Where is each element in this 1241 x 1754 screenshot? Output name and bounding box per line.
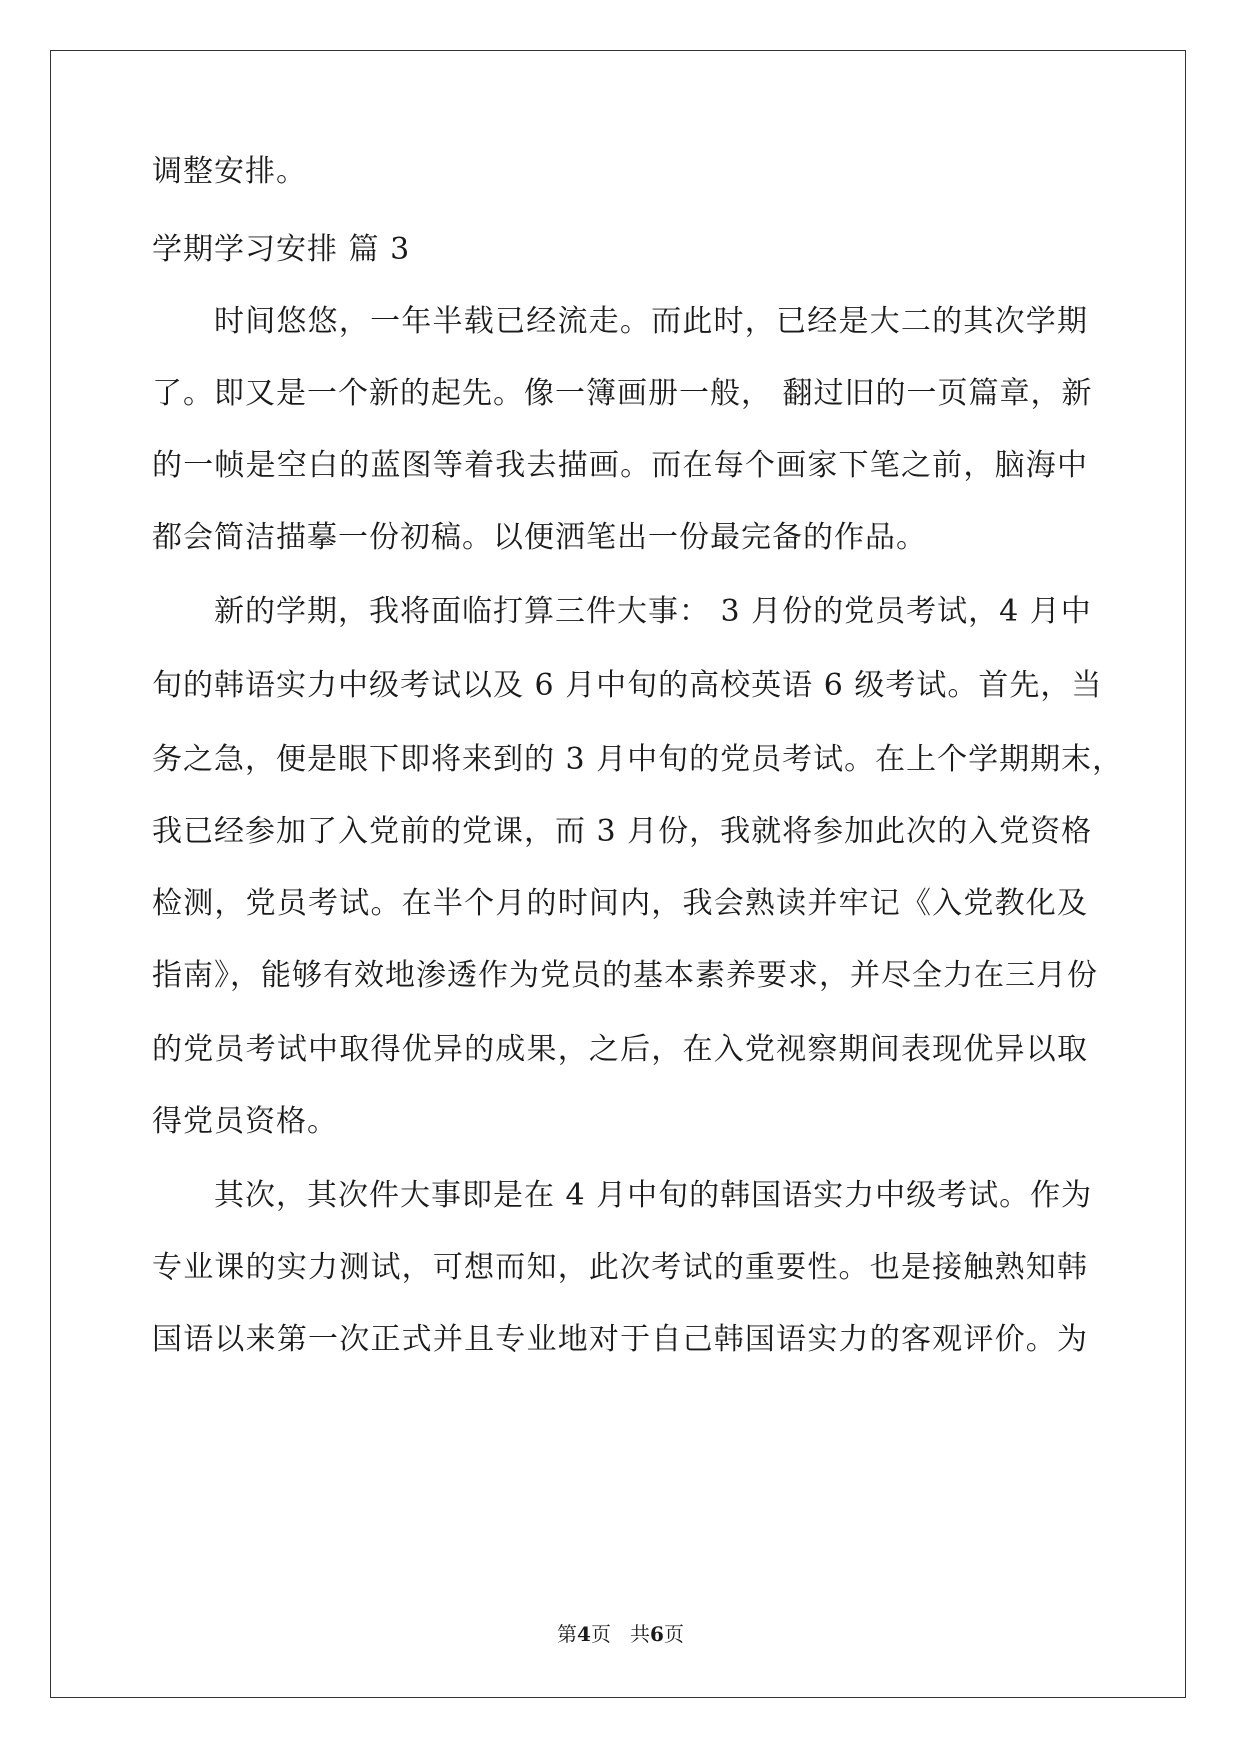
paragraph-line: 了。即又是一个新的起先。像一簿画册一般， 翻过旧的一页篇章，新 [152, 376, 1093, 411]
total-prefix: 共 [630, 1622, 651, 1646]
paragraph-line: 我已经参加了入党前的党课，而 3 月份，我就将参加此次的入党资格 [152, 814, 1093, 849]
total-suffix: 页 [663, 1622, 684, 1646]
paragraph-line: 的一帧是空白的蓝图等着我去描画。而在每个画家下笔之前，脑海中 [152, 448, 1088, 483]
page-footer [0, 1620, 1241, 1648]
paragraph-line: 调整安排。 [152, 154, 307, 189]
paragraph-line: 旬的韩语实力中级考试以及 6 月中旬的高校英语 6 级考试。首先，当 [152, 668, 1103, 703]
page-suffix: 页 [590, 1622, 611, 1646]
paragraph-line: 都会简洁描摹一份初稿。以便洒笔出一份最完备的作品。 [152, 520, 927, 555]
section-heading: 学期学习安排 篇 3 [152, 232, 411, 267]
page-total: 6 [650, 1622, 664, 1646]
page-current: 4 [577, 1622, 591, 1646]
paragraph-line: 专业课的实力测试，可想而知，此次考试的重要性。也是接触熟知韩 [152, 1250, 1088, 1285]
page-border [50, 50, 1186, 1698]
paragraph-line: 时间悠悠，一年半载已经流走。而此时，已经是大二的其次学期 [214, 304, 1088, 339]
paragraph-line: 务之急，便是眼下即将来到的 3 月中旬的党员考试。在上个学期期末， [152, 742, 1124, 777]
paragraph-line: 检测，党员考试。在半个月的时间内，我会熟读并牢记《入党教化及 [152, 886, 1088, 921]
paragraph-line: 的党员考试中取得优异的成果，之后，在入党视察期间表现优异以取 [152, 1032, 1088, 1067]
page-prefix: 第 [557, 1622, 578, 1646]
paragraph-line: 其次，其次件大事即是在 4 月中旬的韩国语实力中级考试。作为 [214, 1178, 1093, 1213]
paragraph-line: 得党员资格。 [152, 1104, 338, 1139]
paragraph-line: 指南》，能够有效地渗透作为党员的基本素养要求，并尽全力在三月份 [152, 958, 1098, 993]
paragraph-line: 国语以来第一次正式并且专业地对于自己韩国语实力的客观评价。为 [152, 1322, 1088, 1357]
paragraph-line: 新的学期，我将面临打算三件大事： 3 月份的党员考试，4 月中 [214, 594, 1092, 629]
